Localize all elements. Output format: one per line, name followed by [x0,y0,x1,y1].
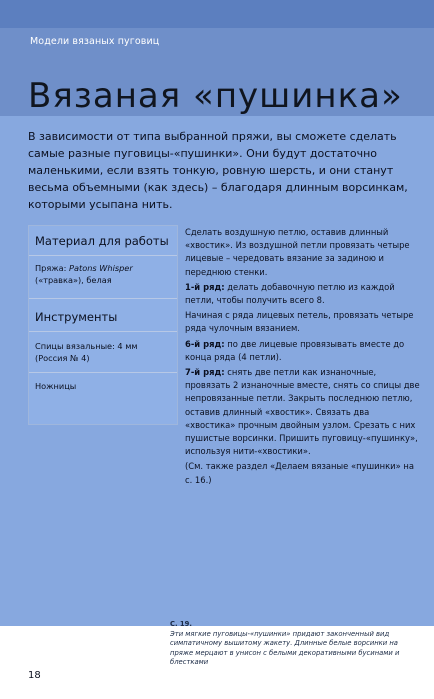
header-top-strip [0,0,434,28]
needles-line-1: Спицы вязальные: 4 мм [35,341,138,351]
needles-line-2: (Россия № 4) [35,353,90,363]
tools-heading: Инструменты [35,310,118,324]
yarn-description: («травка»), белая [35,275,112,285]
materials-divider [29,255,177,256]
caption-text: Эти мягкие пуговицы-«пушинки» придают законченный вид симпатичному вышитому жакету. Длинные белые ворсинки на пряже мерцают в унисон с белыми декоративными бусинами и блестками [170,629,400,666]
instructions-column [185,226,420,489]
page-number: 18 [28,670,41,681]
instruction-see-also: (См. также раздел «Делаем вязаные «пушинки» на с. 16.) [185,461,414,485]
instruction-row-6 [185,338,420,364]
row-1-text: делать добавочную петлю из каждой петли, чтобы получить всего 8. [185,281,395,306]
caption-number: С. 19. [170,620,192,628]
tools-divider-top [29,298,177,299]
scissors-item: Ножницы [35,381,77,391]
yarn-name: Patons Whisper [69,263,133,273]
row-7-label: 7-й ряд: [185,367,225,378]
row-6-text: по две лицевые провязывать вместе до конца ряда (4 петли). [185,338,405,362]
yarn-label: Пряжа: [35,263,67,273]
tools-divider [29,331,177,332]
row-6-label: 6-й ряд: [185,338,225,349]
intro-paragraph: В зависимости от типа выбранной пряжи, вы сможете сделать самые разные пуговицы-«пушинки». Они будут достаточно маленькими, если взять тонкую, ровную шерсть, и они станут весьма объемными (как здесь) – благодаря длинным ворсинкам, которыми усыпана нить. [28,130,408,211]
yarn-line [35,262,173,286]
page-title: Вязаная «пушинка» [28,76,403,116]
instruction-step-start: Сделать воздушную петлю, оставив длинный «хвостик». Из воздушной петли провязать четыре лицевые – чередовать вязание за задиною и переднюю стенки. [185,227,410,277]
section-header: Модели вязаных пуговиц [30,36,160,47]
materials-box [28,225,178,425]
row-7-text: снять две петли как изнаночные, провязать 2 изнаночные вместе, снять со спицы две непровязанные петли. Закрыть последнюю петлю, оставив длинный «хвостик». Связать два «хвостика» прочным двойным узлом. Срезать с них пушистые ворсинки. Пришить пуговицу-«пушинку», используя нити-«хвостики». [185,367,420,457]
instruction-row-1 [185,281,420,307]
instruction-stockinette: Начиная с ряда лицевых петель, провязать четыре ряда чулочным вязанием. [185,310,414,334]
materials-heading: Материал для работы [35,234,169,248]
scissors-divider [29,372,177,373]
instruction-row-7 [185,366,420,458]
row-1-label: 1-й ряд: [185,281,225,292]
figure-caption [170,620,420,668]
